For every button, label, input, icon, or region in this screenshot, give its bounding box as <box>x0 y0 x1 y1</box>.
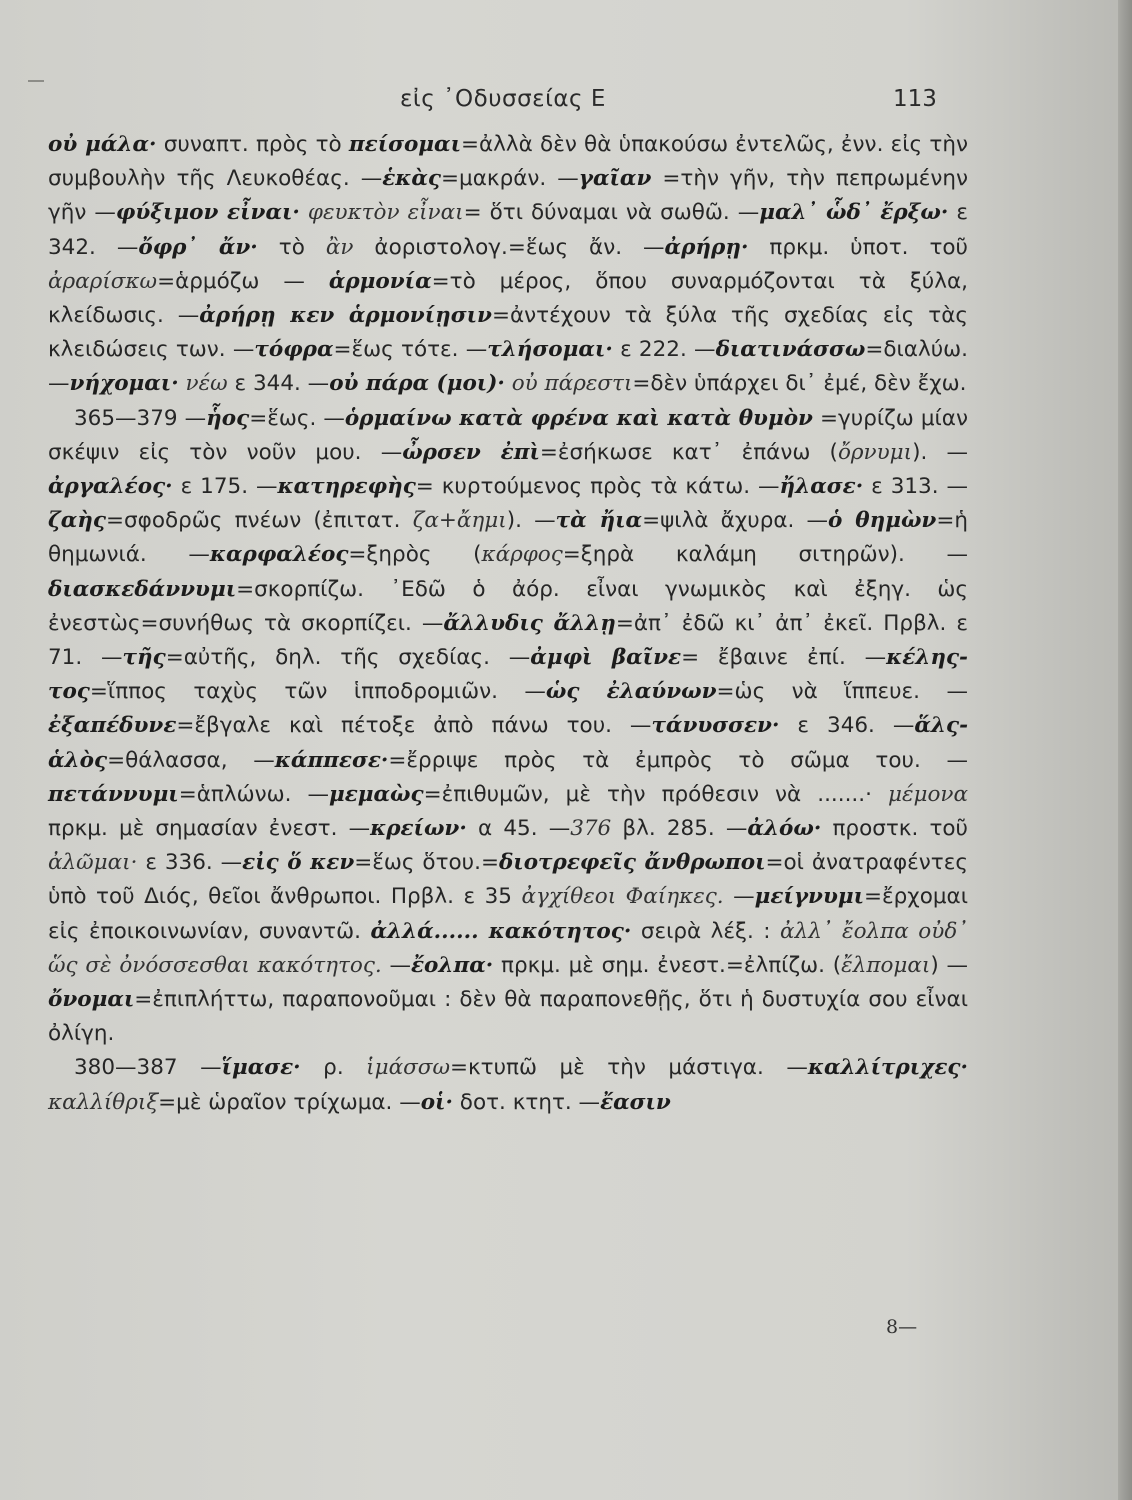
paragraph <box>48 128 968 402</box>
italic-term: μέμονα <box>887 781 968 807</box>
italic-term: κάρφος <box>481 542 563 568</box>
gloss-text: =ἡ θημωνιά. — <box>48 508 968 568</box>
gloss-text <box>300 200 308 225</box>
gloss-text: =τὴν γῆν, τὴν πεπρωμένην γῆν — <box>48 166 968 226</box>
headword: μεμαὼς <box>328 781 424 807</box>
headword: ὁρμαίνω κατὰ φρένα καὶ κατὰ θυμὸν <box>344 405 813 431</box>
gloss-text: =ἐσήκωσε κατ᾿ ἐπάνω ( <box>539 439 838 465</box>
headword: ἄλλυδις ἄλλῃ <box>443 610 616 636</box>
gloss-text: =ἀπ᾿ ἐδῶ κι᾿ ἀπ᾿ ἐκεῖ. Πρβλ. ε 71. — <box>48 610 968 671</box>
gloss-text <box>179 371 186 396</box>
gloss-text: συναπτ. πρὸς τὸ <box>156 132 349 157</box>
gloss-text: =ἀντέχουν τὰ ξύλα τῆς σχεδίας εἰς τὰς κλειδώσεις των. — <box>48 303 969 363</box>
headword: κρείων· <box>370 816 467 842</box>
headword: φύξιμον εἶναι· <box>115 200 300 226</box>
gloss-text: =ἁπλώνω. — <box>178 781 329 807</box>
gloss-text: =ἔρχομαι εἰς ἐποικοινωνίαν, συναντῶ. <box>48 884 968 944</box>
gloss-text: =κτυπῶ μὲ τὴν μάστιγα. — <box>449 1055 808 1081</box>
italic-term: ἱμάσσω <box>366 1055 450 1081</box>
gloss-text: προστκ. τοῦ <box>821 816 968 842</box>
italic-term: ζα+ἄημι <box>412 508 507 534</box>
gloss-text: =ξηρὸς ( <box>348 542 482 568</box>
italic-term: ἔλπομαι <box>841 952 931 978</box>
gloss-text: =θάλασσα, — <box>107 747 275 773</box>
italic-term: οὐ πάρεστι <box>511 371 633 397</box>
commentary-text <box>48 128 968 1120</box>
gloss-text: πρκμ. ὑποτ. τοῦ <box>748 234 968 260</box>
gloss-text: =ἀλλὰ δὲν θὰ ὑπακούσω ἐντελῶς, ἐνν. εἰς τὴν συμβουλὴν τῆς Λευκοθέας. — <box>48 132 968 192</box>
italic-term: ἀλλ᾿ ἔολπα οὐδ᾿ ὥς σὲ ὀνόσσεσθαι κακότητος. <box>48 918 969 978</box>
headword: οὐ πάρα (μοι)· <box>329 371 505 397</box>
gloss-text: =μὲ ὡραῖον τρίχωμα. — <box>158 1089 421 1115</box>
gloss-text: =αὐτῆς, δηλ. τῆς σχεδίας. — <box>165 645 531 671</box>
gloss-text: =δὲν ὑπάρχει δι᾿ ἐμέ, δὲν ἔχω. <box>632 371 967 397</box>
page-edge <box>1118 0 1132 1500</box>
headword: ἵμασε· <box>221 1055 301 1081</box>
gloss-text: =ἕως ὅτου.= <box>354 850 499 876</box>
gloss-text: 365—379 — <box>74 405 207 431</box>
gloss-text: α 45. — <box>466 816 571 842</box>
gloss-text: = κυρτούμενος πρὸς τὰ κάτω. — <box>415 474 780 500</box>
page-number: 113 <box>893 86 937 112</box>
gloss-text: =ἔρριψε πρὸς τὰ ἐμπρὸς τὸ σῶμα του. — <box>388 747 968 773</box>
italic-term: ἂν <box>325 234 354 260</box>
headword: οὐ μάλα· <box>48 132 157 157</box>
italic-term: νέω <box>185 371 228 397</box>
gloss-text: τὸ <box>257 234 326 260</box>
headword: ἑκὰς <box>382 166 442 192</box>
gloss-text: =διαλύω. — <box>48 337 968 397</box>
headword: εἰς ὅ κεν <box>242 850 355 876</box>
headword: μείγνυμι <box>754 884 865 910</box>
headword: ἀρήρῃ κεν ἁρμονίῃσιν <box>199 303 492 329</box>
headword: ὄνομαι <box>48 987 135 1013</box>
headword: ἀμφὶ βαῖνε <box>530 645 682 671</box>
headword: ἔολπα· <box>410 952 494 978</box>
gloss-text: ε 175. — <box>172 474 278 500</box>
gloss-text: =ἕως. — <box>249 405 345 431</box>
headword: ἀλόω· <box>747 816 822 842</box>
gloss-text: δοτ. κτητ. — <box>452 1089 601 1115</box>
headword: ὡς ἐλαύνων <box>545 679 717 705</box>
headword: γαῖαν <box>578 166 652 192</box>
headword: διατινάσσω <box>715 337 866 363</box>
gloss-text: ). — <box>506 508 556 534</box>
gloss-text: ε 342. — <box>48 200 968 260</box>
headword: κατηρεφὴς <box>277 474 416 500</box>
headword: ὦρσεν ἐπὶ <box>402 439 540 465</box>
gloss-text: =τὸ μέρος, ὅπου συναρμόζονται τὰ ξύλα, κλείδωσις. — <box>48 268 968 329</box>
headword: κέλης-τος <box>48 645 968 705</box>
italic-term: ἀραρίσκω <box>48 268 158 294</box>
gloss-text: =μακράν. — <box>441 166 579 192</box>
headword: τλήσομαι· <box>487 337 613 363</box>
gloss-text: ε 336. — <box>137 850 243 876</box>
gloss-text: σειρὰ λέξ. : <box>631 918 781 944</box>
gloss-text: =ἵππος ταχὺς τῶν ἱπποδρομιῶν. — <box>89 679 546 705</box>
gloss-text: πρκμ. μὲ σημ. ἐνεστ.=ἐλπίζω. ( <box>493 952 842 978</box>
gloss-text <box>505 371 512 396</box>
gloss-text: ἀοριστολογ.=ἕως ἄν. — <box>353 234 665 260</box>
paragraph <box>48 1051 968 1119</box>
gloss-text: =ἔβγαλε καὶ πέτοξε ἀπὸ πάνω του. — <box>176 713 652 739</box>
gloss-text: =γυρίζω μίαν σκέψιν εἰς τὸν νοῦν μου. — <box>48 405 968 465</box>
headword: ζαὴς <box>48 508 107 534</box>
running-title: εἰς ᾿Οδυσσείας Ε <box>400 86 606 112</box>
headword: μαλ᾿ ὧδ᾿ ἔρξω· <box>759 200 949 226</box>
headword: διασκεδάννυμι <box>48 576 237 602</box>
headword: καλλίτριχες· <box>807 1055 968 1081</box>
gloss-text: =ἐπιθυμῶν, μὲ τὴν πρόθεσιν νὰ .......· <box>423 781 888 807</box>
gloss-text: ε 346. — <box>779 713 915 739</box>
headword: ἔασιν <box>600 1089 671 1115</box>
gloss-text: ) — <box>930 952 968 978</box>
gloss-text: =ἕως τότε. — <box>333 337 488 363</box>
headword: ἅλς-ἁλὸς <box>48 713 968 773</box>
headword: πείσομαι <box>348 132 461 157</box>
headword: ἧος <box>206 405 250 431</box>
paragraph <box>48 402 968 1052</box>
headword: κάππεσε· <box>274 747 389 773</box>
headword: τόφρα <box>254 337 334 363</box>
gloss-text: = ὅτι δύναμαι νὰ σωθῶ. — <box>463 200 760 226</box>
italic-term: φευκτὸν εἶναι <box>307 200 464 226</box>
gloss-text: =οἱ ἀνατραφέντες ὑπὸ τοῦ Διός, θεῖοι ἄνθρωποι. Πρβλ. ε 35 <box>48 850 968 910</box>
headword: νήχομαι· <box>69 371 179 397</box>
gloss-text: — <box>723 884 755 910</box>
headword: ἤλασε· <box>779 474 864 500</box>
gloss-text: — <box>381 952 411 978</box>
gloss-text: =ξηρὰ καλάμη σιτηρῶν). — <box>562 542 968 568</box>
headword: ὄφρ᾿ ἄν· <box>138 234 258 260</box>
headword: οἱ· <box>420 1089 453 1115</box>
italic-term: ἀλῶμαι· <box>48 850 138 876</box>
gloss-text: =ὡς νὰ ἵππευε. — <box>716 679 968 705</box>
gloss-text: =ἁρμόζω — <box>157 268 329 294</box>
headword: ἁρμονία <box>328 268 432 294</box>
gloss-text: ). — <box>912 439 969 465</box>
headword: πετάννυμι <box>48 781 179 807</box>
gloss-text: = ἔβαινε ἐπί. — <box>681 645 887 671</box>
gloss-text: =ψιλὰ ἄχυρα. — <box>642 508 829 534</box>
headword: διοτρεφεῖς ἄνθρωποι <box>498 850 766 876</box>
headword: τάνυσσεν· <box>651 713 780 739</box>
headword: καρφαλέος <box>209 542 349 568</box>
headword: ἀλλά...... κακότητος· <box>370 918 632 944</box>
headword: ἀρήρῃ· <box>664 234 749 260</box>
gloss-text: ρ. <box>300 1055 367 1081</box>
headword: ἀργαλέος· <box>48 474 173 500</box>
italic-term: καλλίθριξ <box>48 1089 159 1115</box>
gloss-text: ε 313. — <box>863 474 969 500</box>
italic-term: ἀγχίθεοι Φαίηκες. <box>521 884 724 910</box>
headword: ὁ θημὼν <box>828 508 937 534</box>
gloss-text: πρκμ. μὲ σημασίαν ἐνεστ. — <box>48 816 371 842</box>
page-header <box>0 86 1132 120</box>
italic-term: ὄρνυμι <box>837 439 913 465</box>
margin-mark <box>28 80 44 82</box>
headword: τῆς <box>122 645 166 671</box>
gloss-text: 380—387 — <box>74 1055 222 1081</box>
signature-mark: 8— <box>886 1316 918 1338</box>
gloss-text: =σκορπίζω. ᾿Εδῶ ὁ ἀόρ. εἶναι γνωμικὸς καὶ ἐξηγ. ὡς ἐνεστὼς=συνήθως τὰ σκορπίζει. — <box>48 576 968 636</box>
gloss-text: =σφοδρῶς πνέων (ἐπιτατ. <box>106 508 413 534</box>
gloss-text: ε 222. — <box>612 337 716 363</box>
headword: τὰ ἤια <box>555 508 643 534</box>
italic-term: 376 <box>570 816 612 842</box>
gloss-text: ε 344. — <box>227 371 330 397</box>
gloss-text: βλ. 285. — <box>611 816 748 842</box>
headword: ἐξαπέδυνε <box>48 713 177 739</box>
gloss-text: =ἐπιπλήττω, παραπονοῦμαι : δὲν θὰ παραπονεθῇς, ὅτι ἡ δυστυχία σου εἶναι ὀλίγη. <box>48 987 968 1047</box>
